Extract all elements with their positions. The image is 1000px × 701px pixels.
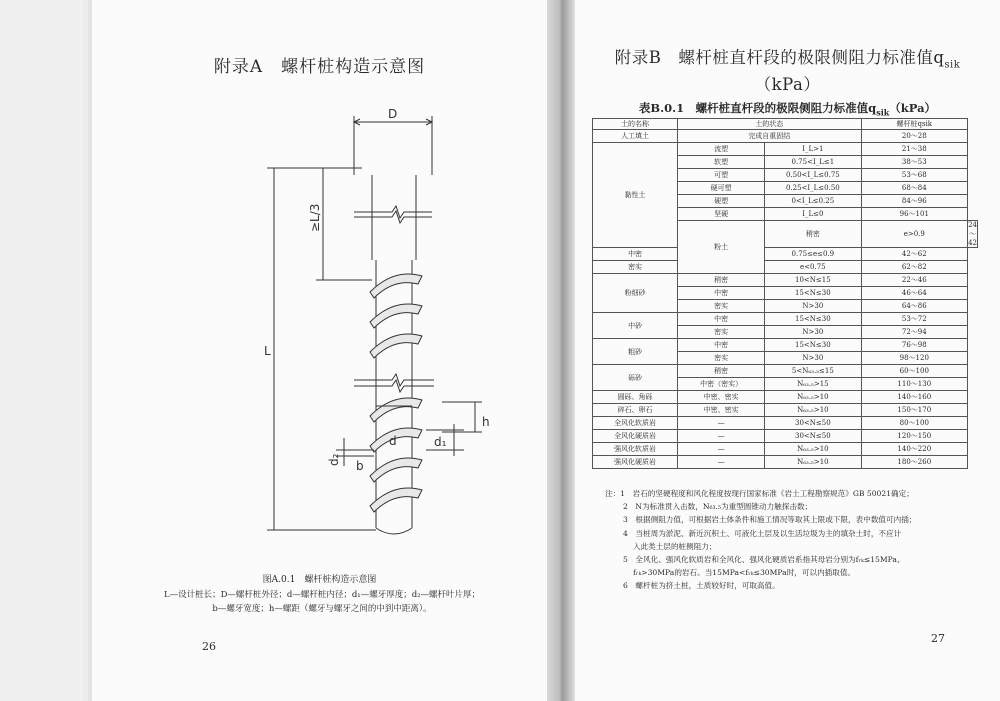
- soil-state-cell: 中密: [678, 339, 765, 352]
- soil-index-cell: N₆₃.₅>15: [765, 378, 861, 391]
- appendix-a-title: 附录A 螺杆桩构造示意图: [213, 57, 426, 77]
- soil-state-cell: 密实: [678, 326, 765, 339]
- table-row: [593, 274, 978, 287]
- soil-name-cell: 粗砂: [593, 339, 678, 365]
- appendix-b-title-sub: sik: [944, 59, 961, 71]
- soil-index-cell: 30<N≤50: [765, 430, 861, 443]
- note-line: 4 当桩周为淤泥、新近沉积土、可液化土层及以生活垃圾为主的填杂土时，不应计: [623, 528, 902, 538]
- left-page: [92, 0, 547, 701]
- note-line: 2 N为标准贯入击数，N₆₃.₅为重型圆锥动力触探击数；: [623, 502, 813, 512]
- table-row: [593, 313, 978, 326]
- soil-name-cell: 全风化软质岩: [593, 417, 678, 430]
- soil-state-cell: 可塑: [678, 169, 765, 182]
- label-d2: d₂: [327, 453, 341, 466]
- soil-state-cell: 硬可塑: [678, 182, 765, 195]
- qsik-value-cell: 80～100: [861, 417, 968, 430]
- qsik-value-cell: 53～68: [861, 169, 968, 182]
- qsik-value-cell: 68～84: [861, 182, 968, 195]
- qsik-value-cell: 46～64: [861, 287, 968, 300]
- soil-name-cell: 中砂: [593, 313, 678, 339]
- soil-index-cell: e>0.9: [861, 221, 968, 248]
- qsik-value-cell: 22～46: [861, 274, 968, 287]
- soil-state-cell: —: [678, 430, 765, 443]
- soil-index-cell: 15<N≤30: [765, 313, 861, 326]
- soil-state-cell: 中密（密实）: [678, 378, 765, 391]
- screw-pile-diagram: [92, 0, 547, 560]
- table-row: [593, 456, 978, 469]
- qsik-value-cell: 38～53: [861, 156, 968, 169]
- qsik-value-cell: 110～130: [861, 378, 968, 391]
- soil-name-cell: 黏性土: [593, 143, 678, 248]
- qsik-value-cell: 62～82: [861, 261, 968, 274]
- soil-index-cell: N>30: [765, 352, 861, 365]
- qsik-value-cell: 64～86: [861, 300, 968, 313]
- header-soil: 土的名称: [593, 119, 678, 130]
- label-d1: d₁: [434, 435, 447, 449]
- soil-state-cell: 坚硬: [678, 208, 765, 221]
- soil-state-cell: 密实: [678, 352, 765, 365]
- soil-index-cell: 0.25<I_L≤0.50: [765, 182, 861, 195]
- table-row: [593, 417, 978, 430]
- soil-name-cell: 粉土: [678, 221, 765, 274]
- soil-state-cell: 密实: [678, 300, 765, 313]
- soil-state-cell: 流塑: [678, 143, 765, 156]
- qsik-value-cell: 76～98: [861, 339, 968, 352]
- table-row: [593, 391, 978, 404]
- soil-index-cell: N₆₃.₅>10: [765, 404, 861, 417]
- figure-caption: 图A.0.1 螺杆桩构造示意图: [262, 575, 377, 585]
- soil-name-cell: 圆砾、角砾: [593, 391, 678, 404]
- note-line: 6 螺杆桩为挤土桩，土质较好时，可取高值。: [623, 581, 780, 591]
- qsik-value-cell: 140～220: [861, 443, 968, 456]
- table-row: [593, 443, 978, 456]
- qsik-value-cell: 21～38: [861, 143, 968, 156]
- soil-state-cell: —: [678, 417, 765, 430]
- qsik-value-cell: 53～72: [861, 313, 968, 326]
- qsik-value-cell: 20～28: [861, 130, 968, 143]
- note-line: 入此类土层的桩侧阻力；: [633, 541, 717, 551]
- soil-name-cell: 全风化硬质岩: [593, 430, 678, 443]
- soil-state-cell: 密实: [593, 261, 678, 274]
- soil-state-cell: 软塑: [678, 156, 765, 169]
- soil-index-cell: 0.75≤e≤0.9: [765, 248, 861, 261]
- soil-state-cell: 稍密: [678, 365, 765, 378]
- soil-index-cell: I_L≤0: [765, 208, 861, 221]
- soil-name-cell: 强风化软质岩: [593, 443, 678, 456]
- table-title: [575, 100, 1000, 117]
- soil-index-cell: 10<N≤15: [765, 274, 861, 287]
- qsik-value-cell: 42～62: [861, 248, 968, 261]
- soil-index-cell: 15<N≤30: [765, 287, 861, 300]
- note-line: 5 全风化、强风化软质岩和全风化、强风化硬质岩系指其母岩分别为fᵣₖ≤15MPa、: [623, 555, 905, 565]
- table-row: [593, 248, 978, 261]
- book-gutter: [547, 0, 575, 701]
- soil-index-cell: N₆₃.₅>10: [765, 456, 861, 469]
- soil-index-cell: N>30: [765, 326, 861, 339]
- appendix-b-title-text: 附录B 螺杆桩直杆段的极限侧阻力标准值q: [614, 48, 945, 67]
- soil-state-cell: 中密: [678, 313, 765, 326]
- page-number-right: 27: [931, 632, 945, 645]
- table-header-row: [593, 119, 978, 130]
- soil-index-cell: 30<N≤50: [765, 417, 861, 430]
- soil-state-cell: 中密: [593, 248, 678, 261]
- table-row: [593, 404, 978, 417]
- table-body: [593, 130, 978, 469]
- soil-name-cell: 碎石、卵石: [593, 404, 678, 417]
- soil-index-cell: I_L>1: [765, 143, 861, 156]
- figure-note-line: b—螺牙宽度；h—螺距（螺牙与螺牙之间的中到中距离）。: [212, 604, 432, 614]
- figure-notes: [122, 588, 522, 616]
- table-row: [593, 339, 978, 352]
- soil-state-cell: 完成自重固结: [678, 130, 861, 143]
- qsik-value-cell: 140～160: [861, 391, 968, 404]
- soil-index-cell: N₆₃.₅>10: [765, 443, 861, 456]
- header-state: 土的状态: [678, 119, 861, 130]
- soil-index-cell: 0.50<I_L≤0.75: [765, 169, 861, 182]
- table-row: [593, 143, 978, 156]
- side-resistance-table: [592, 118, 978, 469]
- soil-name-cell: 砾砂: [593, 365, 678, 391]
- table-row: [593, 365, 978, 378]
- soil-state-cell: —: [678, 456, 765, 469]
- label-L3: ≥L/3: [308, 203, 322, 232]
- soil-index-cell: e<0.75: [765, 261, 861, 274]
- note-line: fᵣₖ>30MPa的岩石。当15MPa<fᵣₖ≤30MPa时，可以内插取值。: [633, 568, 856, 578]
- soil-state-cell: 中密、密实: [678, 404, 765, 417]
- soil-index-cell: N₆₃.₅>10: [765, 391, 861, 404]
- qsik-value-cell: 72～94: [861, 326, 968, 339]
- right-page: [575, 0, 1000, 701]
- soil-state-cell: 稍密: [765, 221, 861, 248]
- label-D: D: [388, 107, 398, 121]
- appendix-b-title-unit: （kPa）: [754, 75, 821, 95]
- soil-index-cell: 0.75<I_L≤1: [765, 156, 861, 169]
- qsik-value-cell: 84～96: [861, 195, 968, 208]
- qsik-value-cell: 98～120: [861, 352, 968, 365]
- table-notes: [605, 487, 985, 593]
- table-title-unit: （kPa）: [889, 101, 937, 115]
- soil-state-cell: 中密: [678, 287, 765, 300]
- table-title-sub: sik: [876, 107, 890, 118]
- note-line: 3 根据侧阻力值，可根据岩土体条件和施工情况等取其上限或下限，表中数值可内插；: [623, 515, 917, 525]
- page-number-left: 26: [202, 640, 216, 653]
- soil-name-cell: 强风化硬质岩: [593, 456, 678, 469]
- label-d: d: [389, 434, 397, 448]
- table-title-text: 表B.0.1 螺杆桩直杆段的极限侧阻力标准值q: [638, 101, 877, 115]
- soil-name-cell: 粉细砂: [593, 274, 678, 313]
- soil-index-cell: 15<N≤30: [765, 339, 861, 352]
- qsik-value-cell: 150～170: [861, 404, 968, 417]
- header-value: 螺杆桩qsik: [861, 119, 968, 130]
- soil-state-cell: 稍密: [678, 274, 765, 287]
- note-line: 注：1 岩石的坚硬程度和风化程度按现行国家标准《岩土工程勘察规范》GB 50021确定；: [605, 489, 914, 498]
- soil-index-cell: 5<N₆₃.₅≤15: [765, 365, 861, 378]
- qsik-value-cell: 96～101: [861, 208, 968, 221]
- qsik-value-cell: 180～260: [861, 456, 968, 469]
- label-b: b: [356, 459, 364, 473]
- soil-state-cell: —: [678, 443, 765, 456]
- figure-note-line: L—设计桩长；D—螺杆桩外径；d—螺杆桩内径；d₁—螺牙厚度；d₂—螺杆叶片厚；: [163, 590, 481, 600]
- soil-name-cell: 人工填土: [593, 130, 678, 143]
- qsik-value-cell: 24～42: [968, 221, 977, 247]
- table-row: [593, 261, 978, 274]
- table-row: [593, 130, 978, 143]
- soil-index-cell: N>30: [765, 300, 861, 313]
- appendix-b-title: [575, 48, 1000, 95]
- qsik-value-cell: 120～150: [861, 430, 968, 443]
- table-row: [593, 430, 978, 443]
- label-h: h: [482, 415, 490, 429]
- label-L: L: [264, 344, 271, 358]
- soil-state-cell: 硬塑: [678, 195, 765, 208]
- soil-state-cell: 中密、密实: [678, 391, 765, 404]
- qsik-value-cell: 60～100: [861, 365, 968, 378]
- soil-index-cell: 0<I_L≤0.25: [765, 195, 861, 208]
